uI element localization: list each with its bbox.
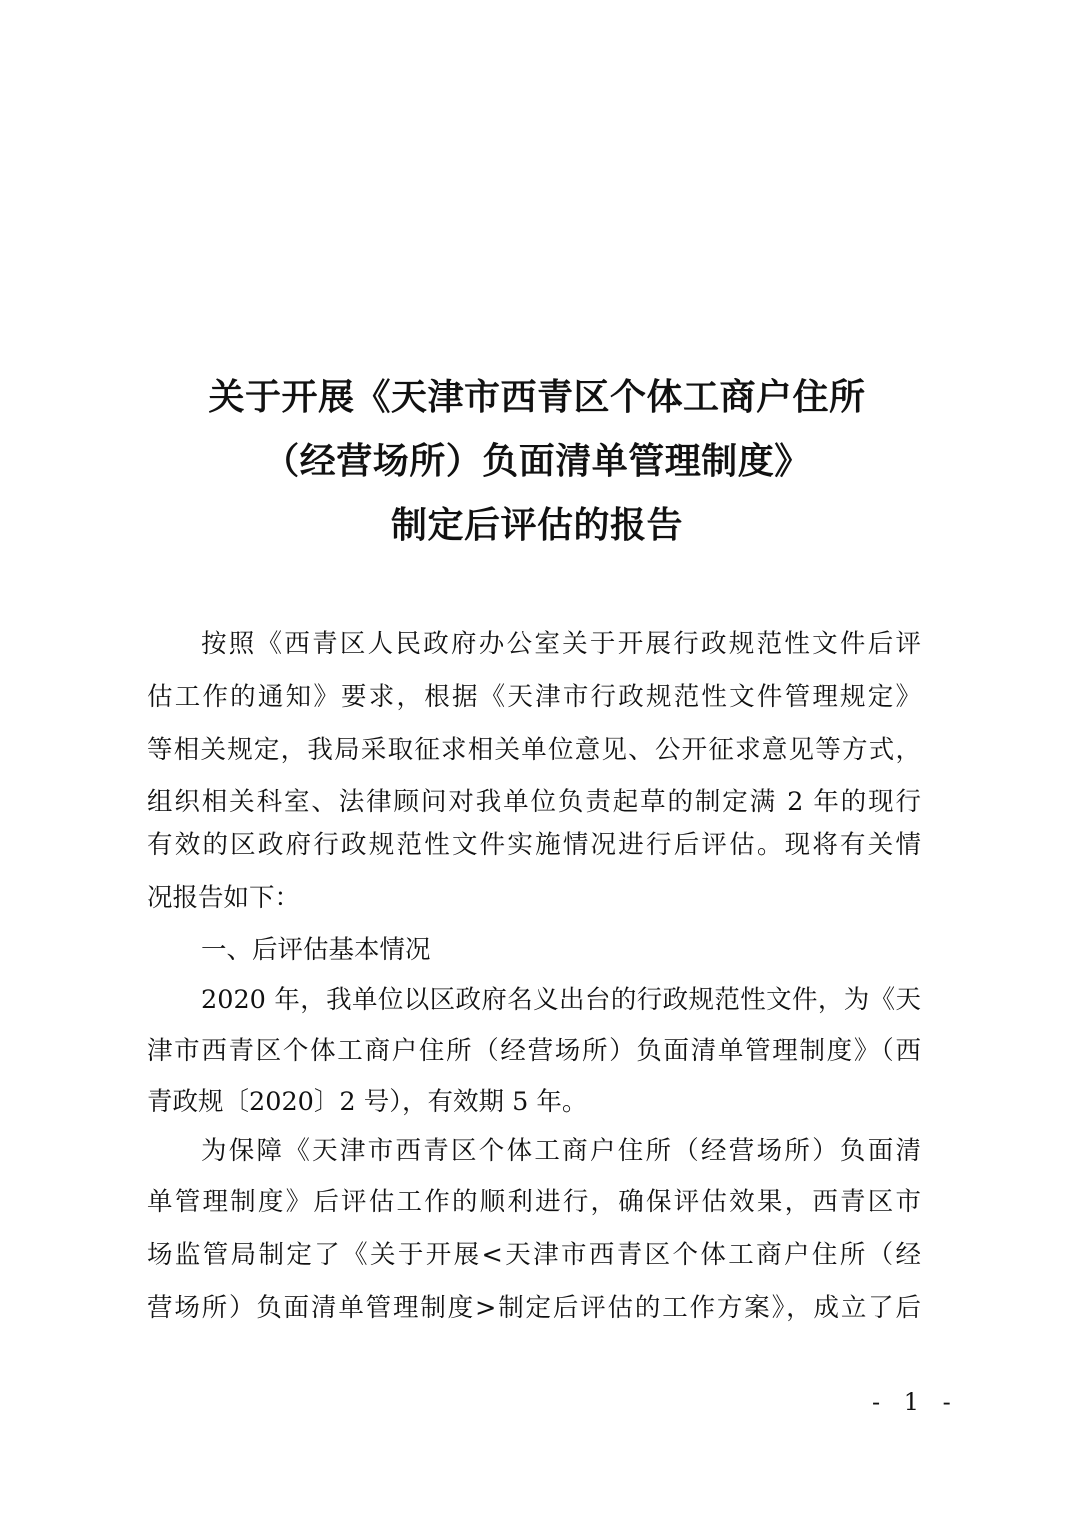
section-1-heading: 一、后评估基本情况 xyxy=(201,935,431,965)
paragraph-3-line-4: 营场所）负面清单管理制度>制定后评估的工作方案》，成立了后 xyxy=(147,1293,921,1323)
paragraph-1-line-6: 况报告如下： xyxy=(147,883,301,913)
paragraph-1-line-5: 有效的区政府行政规范性文件实施情况进行后评估。现将有关情 xyxy=(147,830,921,860)
paragraph-3-line-3: 场监管局制定了《关于开展<天津市西青区个体工商户住所（经 xyxy=(147,1240,921,1270)
page-number: - 1 - xyxy=(872,1388,959,1416)
report-title-line-3: 制定后评估的报告 xyxy=(390,505,683,546)
paragraph-2-line-2: 津市西青区个体工商户住所（经营场所）负面清单管理制度》（西 xyxy=(147,1036,921,1066)
paragraph-1-line-4: 组织相关科室、法律顾问对我单位负责起草的制定满 2 年的现行 xyxy=(147,787,921,817)
paragraph-2-line-1: 2020 年，我单位以区政府名义出台的行政规范性文件，为《天 xyxy=(201,985,921,1015)
paragraph-3-line-2: 单管理制度》后评估工作的顺利进行，确保评估效果，西青区市 xyxy=(147,1187,921,1217)
report-title-line-2: （经营场所）负面清单管理制度》 xyxy=(263,441,811,482)
paragraph-3-line-1: 为保障《天津市西青区个体工商户住所（经营场所）负面清 xyxy=(201,1136,921,1166)
paragraph-1-line-1: 按照《西青区人民政府办公室关于开展行政规范性文件后评 xyxy=(201,629,921,659)
paragraph-1-line-3: 等相关规定，我局采取征求相关单位意见、公开征求意见等方式， xyxy=(147,735,921,765)
paragraph-1-line-2: 估工作的通知》要求，根据《天津市行政规范性文件管理规定》 xyxy=(147,682,921,712)
report-title-line-1: 关于开展《天津市西青区个体工商户住所 xyxy=(208,377,866,418)
paragraph-2-line-3: 青政规〔2020〕2 号），有效期 5 年。 xyxy=(147,1087,588,1117)
